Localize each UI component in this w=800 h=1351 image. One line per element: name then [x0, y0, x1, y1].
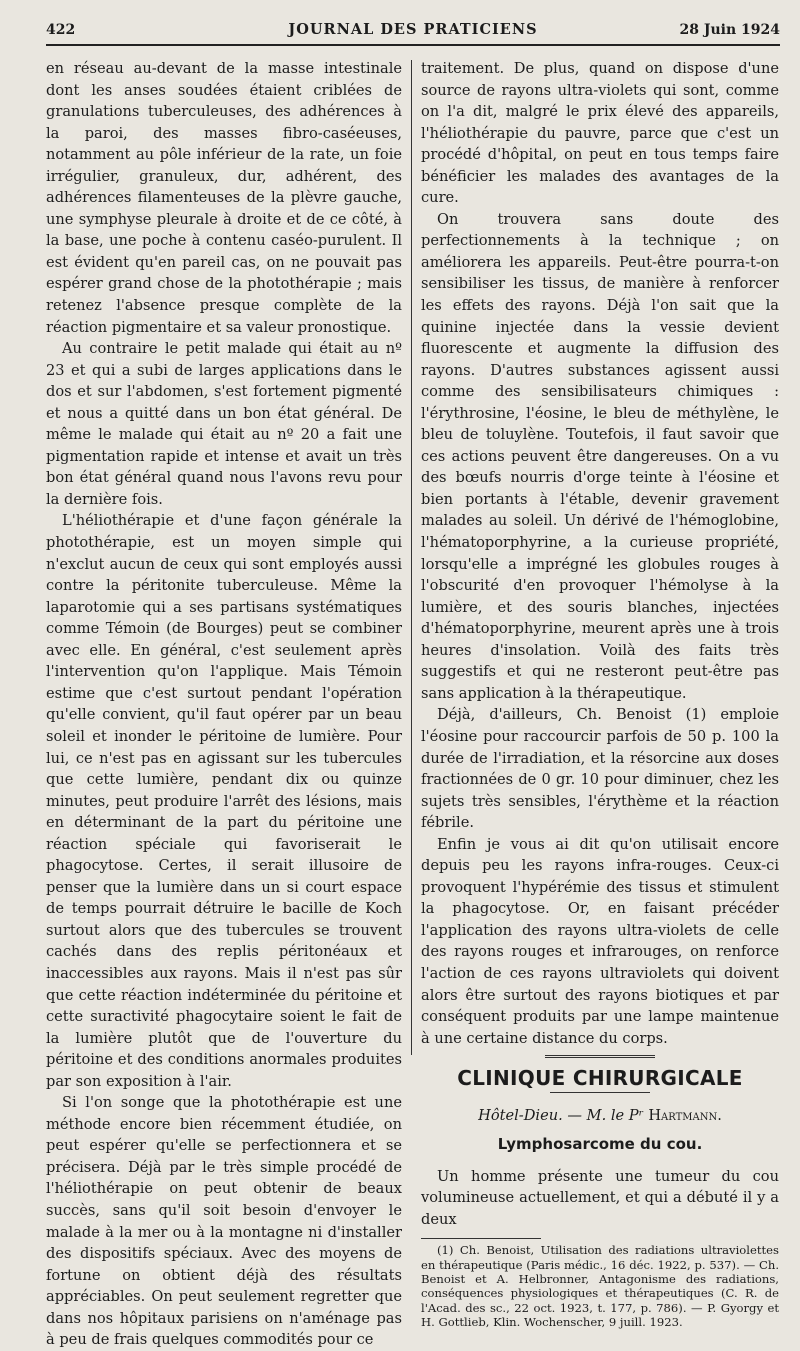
paragraph: Déjà, d'ailleurs, Ch. Benoist (1) emploie l'éosine pour raccourcir parfois de 50 p. 100 la durée de l'irradiation, et la résorcine aux doses fractionnées de 0 gr. 10 pour diminuer, chez les sujets très sensibles, l'érythème et la réaction fébrile. — [421, 706, 779, 832]
paragraph: L'héliothérapie et d'une façon générale la photothérapie, est un moyen simple qui n'exclut aucun de ceux qui sont employés aussi contre la péritonite tuberculeuse. Même la laparotomie qui a ses partisans systématiques comme Témoin (de Bourges) peut se combiner avec elle. En général, c'est seulement après l'intervention qu'on l'applique. Mais Témoin estime que c'est surtout pendant l'opération qu'elle convient, qu'il faut opérer par un beau soleil et inonder le péritoine de lumière. Pour lui, ce n'est pas en agissant sur les tubercules que cette lumière, pendant dix ou quinze minutes, peut produire l'arrêt des lésions, mais en déterminant de la part du péritoine une réaction spéciale qui favoriserait le phagocytose. Certes, il serait illusoire de penser que la lumière dans un si court espace de temps pourrait détruire le bacille de Koch surtout alors que des tubercules se trouvent cachés dans des replis péritonéaux et inaccessibles aux rayons. Mais il n'est pas sûr que cette réaction indéterminée du péritoine et cette suractivité phagocytaire soient le fait de la lumière plutôt que de l'ouverture du péritoine et des conditions anormales produites par son exposition à l'air. — [46, 512, 402, 1090]
byline-name: Hartmann. — [648, 1106, 722, 1124]
paragraph: traitement. De plus, quand on dispose d'une source de rayons ultra-violets qui sont, comme on l'a dit, malgré le prix élevé des appareils, l'héliothérapie du pauvre, parce que c'est un procédé d'hôpital, on peut en tous temps faire bénéficier les malades des avantages de la cure. — [421, 60, 779, 207]
journal-title: JOURNAL DES PRATICIENS — [288, 21, 538, 38]
section-title-rule — [550, 1092, 650, 1093]
footnote-rule — [421, 1238, 541, 1239]
paragraph: Au contraire le petit malade qui était au nº 23 et qui a subi de larges applications dans le dos et sur l'abdomen, s'est fortement pigmenté et nous a quitté dans un bon état général. De même le malade qui était au nº 20 a fait une pigmentation rapide et intense et avait un très bon état général quand nous l'avons revu pour la dernière fois. — [46, 340, 402, 508]
running-header — [46, 16, 780, 46]
column-divider — [411, 60, 412, 1055]
paragraph: Si l'on songe que la photothérapie est une méthode encore bien récemment étudiée, on peut espérer qu'elle se perfectionnera et se précisera. Déjà par le très simple procédé de l'héliothérapie on peut obtenir de beaux succès, sans qu'il soit besoin d'envoyer le malade à la mer ou à la montagne ni d'installer des dispositifs spéciaux. Avec des moyens de fortune on obtient déjà des résultats appréciables. On peut seulement regretter que dans nos hôpitaux parisiens on n'aménage pas à peu de frais quelques commodités pour ce — [46, 1094, 402, 1349]
section-separator — [545, 1055, 655, 1058]
byline-dash: — M. le Pʳ — [562, 1106, 649, 1124]
paragraph: en réseau au-devant de la masse intestinale dont les anses soudées étaient criblées de granulations tuberculeuses, des adhérences à la paroi, des masses fibro-caséeuses, notamment au pôle inférieur de la rate, un foie irrégulier, granuleux, dur, adhérent, des adhérences filamenteuses de la plèvre gauche, une symphyse pleurale à droite et de ce côté, à la base, une poche à contenu caséo-purulent. Il est évident qu'en pareil cas, on ne pouvait pas espérer grand chose de la photothérapie ; mais retenez l'absence presque complète de la réaction pigmentaire et sa valeur pronostique. — [46, 60, 402, 336]
paragraph: On trouvera sans doute des perfectionnements à la technique ; on améliorera les appareils. Peut-être pourra-t-on sensibiliser les tissus, de manière à renforcer les effets des rayons. Déjà l'on sait que la quinine injectée dans la vessie devient fluorescente et augmente la diffusion des rayons. D'autres substances agissent aussi comme des sensibilisateurs chimiques : l'érythrosine, l'éosine, le bleu de méthylène, le bleu de toluylène. Toutefois, il faut savoir que ces actions peuvent être dangereuses. On a vu des bœufs nourris d'orge teinte à l'éosine et bien portants à l'étable, devenir gravement malades au soleil. Un dérivé de l'hémoglobine, l'hématoporphyrine, a la curieuse propriété, lorsqu'elle a imprégné les globules rouges à l'obscurité d'en provoquer l'hémolyse à la lumière, et des souris blanches, injectées d'hématoporphyrine, meurent après une à trois heures d'insolation. Voilà des faits très suggestifs et qui ne resteront peut-être pas sans application à la thérapeutique. — [421, 210, 779, 702]
article-subtitle: Lymphosarcome du cou. — [497, 1135, 703, 1154]
footnote: (1) Ch. Benoist, Utilisation des radiations ultraviolettes en thérapeutique (Paris médic., 16 déc. 1922, p. 537). — Ch. Benoist et A. Helbronner, Antagonisme des radiations, conséquences physiologiques et thérapeutiques (C. R. de l'Acad. des sc., 22 oct. 1923, t. 177, p. 786). — P. Gyorgy et H. Gottlieb, Klin. Wochenscher, 9 juill. 1923. — [421, 1243, 779, 1329]
byline — [421, 1105, 779, 1127]
left-column — [46, 58, 402, 1351]
paragraph: Un homme présente une tumeur du cou volumineuse actuellement, et qui a débuté il y a deux — [421, 1167, 779, 1228]
right-column — [421, 58, 779, 1329]
section-title: CLINIQUE CHIRURGICALE — [457, 1066, 743, 1091]
header-rule — [46, 44, 780, 46]
paragraph: Enfin je vous ai dit qu'on utilisait encore depuis peu les rayons infra-rouges. Ceux-ci provoquent l'hypérémie des tissus et stimulent la phagocytose. Or, en faisant précéder l'application des rayons ultra-violets de celle des rayons rouges et infrarouges, on renforce l'action de ces rayons ultraviolets qui doivent alors être surtout des rayons biotiques et par conséquent produits par une lampe maintenue à une certaine distance du corps. — [421, 835, 779, 1047]
byline-place: Hôtel-Dieu. — [478, 1106, 563, 1124]
page-number: 422 — [46, 22, 76, 38]
issue-date: 28 Juin 1924 — [679, 22, 780, 38]
